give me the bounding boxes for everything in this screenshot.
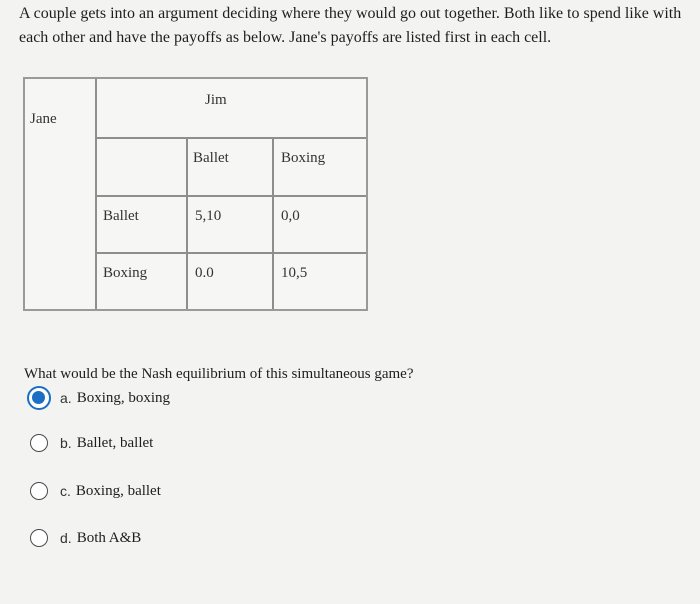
- radio-button-selected[interactable]: [27, 386, 51, 410]
- option-letter: b.: [60, 435, 72, 451]
- row-player-label: Jane: [30, 111, 57, 127]
- matrix-divider: [95, 137, 366, 139]
- row-header-ballet: Ballet: [103, 208, 139, 224]
- option-a[interactable]: [30, 386, 170, 410]
- payoff-cell: 0.0: [195, 265, 214, 281]
- question-intro: A couple gets into an argument deciding where they would go out together. Both like to spend like with each other and have the payoffs as below. Jane's payoffs are listed first in each cell.: [19, 5, 682, 46]
- matrix-divider: [95, 252, 366, 254]
- matrix-divider: [186, 137, 188, 309]
- payoff-cell: 10,5: [281, 265, 308, 281]
- radio-button[interactable]: [30, 529, 48, 547]
- option-letter: c.: [60, 483, 71, 499]
- option-label: Both A&B: [76, 529, 142, 546]
- matrix-divider: [95, 79, 97, 309]
- col-header-ballet: Ballet: [193, 150, 229, 166]
- radio-button[interactable]: [30, 482, 48, 500]
- option-b[interactable]: [30, 434, 153, 452]
- payoff-matrix: [23, 77, 368, 311]
- payoff-cell: 5,10: [195, 208, 222, 224]
- question-text: What would be the Nash equilibrium of this simultaneous game?: [24, 366, 414, 382]
- matrix-divider: [272, 137, 274, 309]
- option-label: Boxing, ballet: [75, 482, 161, 499]
- row-header-boxing: Boxing: [103, 265, 148, 281]
- radio-button[interactable]: [30, 434, 48, 452]
- option-label: Boxing, boxing: [76, 389, 171, 406]
- option-letter: a.: [60, 390, 72, 406]
- option-letter: d.: [60, 530, 72, 546]
- col-header-boxing: Boxing: [281, 150, 326, 166]
- matrix-divider: [95, 195, 366, 197]
- option-label: Ballet, ballet: [76, 434, 154, 451]
- option-c[interactable]: [30, 482, 161, 500]
- col-player-label: Jim: [205, 92, 227, 108]
- payoff-cell: 0,0: [281, 208, 300, 224]
- option-d[interactable]: [30, 529, 141, 547]
